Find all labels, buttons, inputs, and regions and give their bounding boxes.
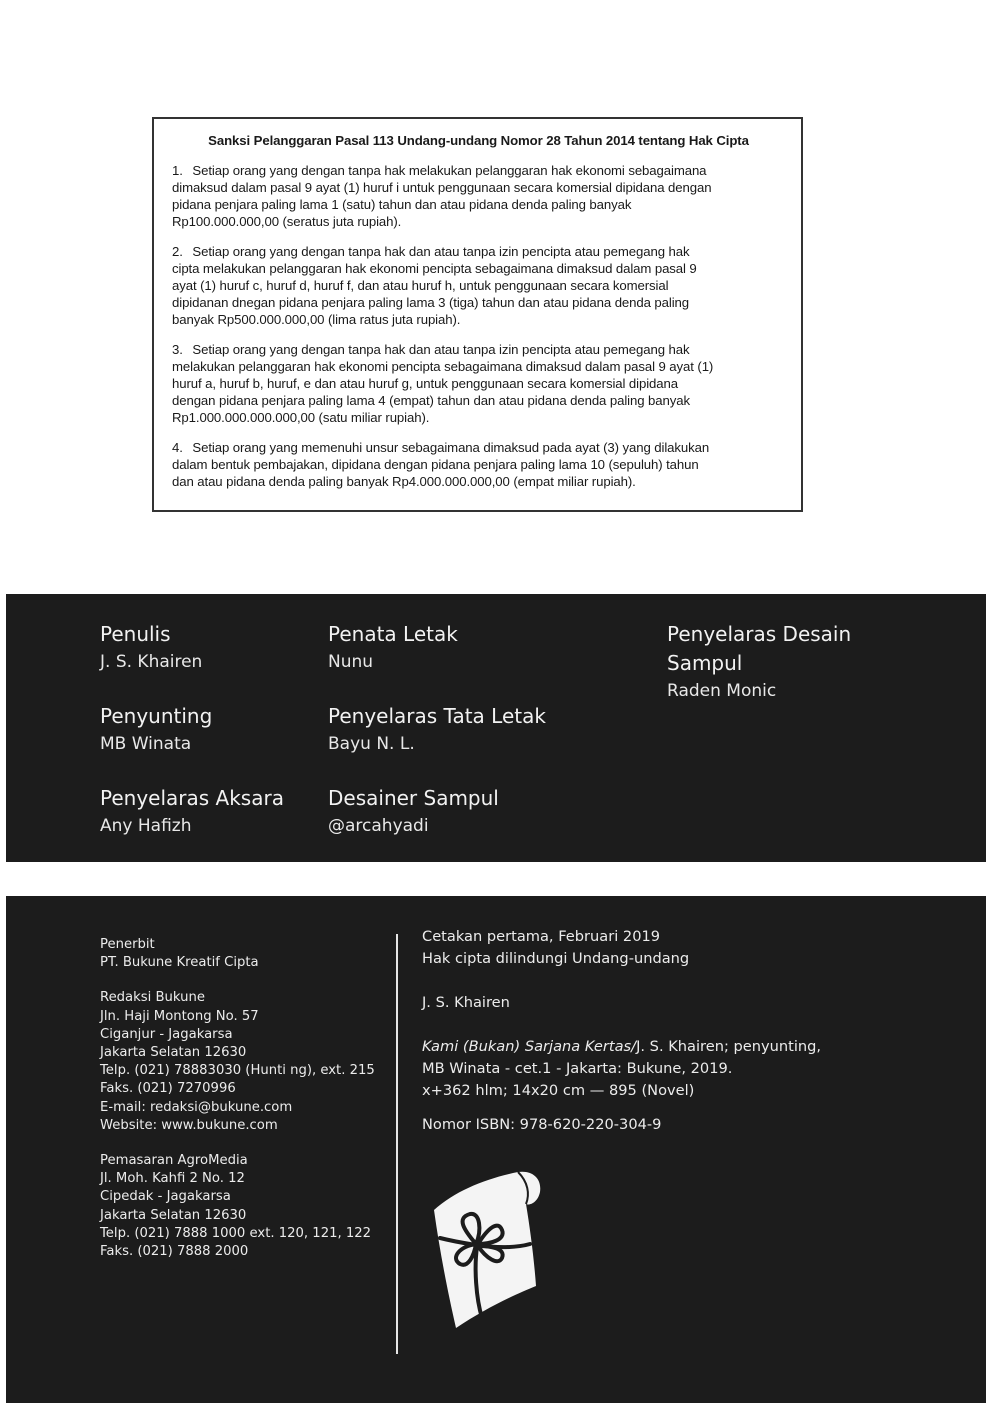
vertical-divider [396,934,398,1354]
legal-item-1 [172,162,785,230]
credit-name: MB Winata [100,734,192,754]
legal-line: pidana penjara paling lama 1 (satu) tahun dan atau pidana denda paling banyak [172,197,632,212]
legal-line: dengan pidana penjara paling lama 4 (empat) tahun dan atau pidana denda paling banyak [172,393,690,408]
group-line: Faks. (021) 7270996 [100,1081,236,1097]
group-line: Faks. (021) 7888 2000 [100,1244,249,1260]
credit-role: Penyunting [100,704,213,728]
group-line: E-mail: redaksi@bukune.com [100,1099,293,1115]
legal-item-2 [172,243,785,328]
group-line: Telp. (021) 78883030 (Hunti ng), ext. 215 [100,1063,375,1079]
legal-line: Setiap orang yang dengan tanpa hak dan atau tanpa izin pencipta atau pemegang hak [192,342,690,357]
legal-line: Rp1.000.000.000.000,00 (satu miliar rupiah). [172,410,430,425]
legal-item-number: 3. [172,342,183,357]
redaksi-group [100,989,375,1135]
group-line: Website: www.bukune.com [100,1117,278,1133]
legal-line: cipta melakukan pelanggaran hak ekonomi pencipta sebagaimana dimaksud dalam pasal 9 [172,261,697,276]
isbn-text: Nomor ISBN: 978-620-220-304-9 [422,1116,662,1133]
author-text: J. S. Khairen [422,994,510,1011]
catalog-line-3: x+362 hlm; 14x20 cm — 895 (Novel) [422,1082,695,1099]
group-heading: Penerbit [100,937,155,952]
credits-panel [6,594,986,862]
group-line: Jakarta Selatan 12630 [100,1045,247,1061]
legal-item-number: 4. [172,440,183,455]
group-line: Telp. (021) 7888 1000 ext. 120, 121, 122 [100,1225,372,1241]
publisher-panel [6,896,986,1403]
legal-line: banyak Rp500.000.000,00 (lima ratus juta rupiah). [172,312,461,327]
legal-line: Setiap orang yang dengan tanpa hak melakukan pelanggaran hak ekonomi sebagaimana [192,163,707,178]
legal-line: Setiap orang yang dengan tanpa hak dan atau tanpa izin pencipta atau pemegang hak [192,244,690,259]
credit-name: J. S. Khairen [100,652,203,672]
copyright-text: Hak cipta dilindungi Undang-undang [422,950,690,967]
group-heading: Redaksi Bukune [100,990,205,1006]
legal-line: Setiap orang yang memenuhi unsur sebagaimana dimaksud pada ayat (3) yang dilakukan [192,440,710,455]
legal-line: Rp100.000.000,00 (seratus juta rupiah). [172,214,402,229]
legal-item-number: 2. [172,244,183,259]
credit-penyunting [100,702,212,758]
credit-name: Bayu N. L. [328,734,415,754]
credit-role: Desainer Sampul [328,786,499,810]
catalog-rest: J. S. Khairen; penyunting, [636,1038,822,1055]
credit-penulis [100,620,202,676]
catalog-line-1 [422,1036,872,1058]
legal-line: dipidanan dnegan pidana penjara paling lama 3 (tiga) tahun dan atau pidana denda paling [172,295,690,310]
credit-penyelaras-tata-letak [328,702,546,758]
credit-role: Penata Letak [328,622,458,646]
imprint-info [422,926,872,1136]
legal-notice-box [152,117,803,512]
bukune-logo-icon [426,1168,548,1333]
legal-item-number: 1. [172,163,183,178]
penerbit-group [100,936,375,972]
legal-item-4 [172,439,785,490]
group-line: Jl. Moh. Kahfi 2 No. 12 [100,1171,245,1187]
credit-penyelaras-desain-sampul [667,620,851,705]
legal-line: melakukan pelanggaran hak ekonomi pencipta sebagaimana dimaksud dalam pasal 9 ayat (1) [172,359,714,374]
legal-line: dan atau pidana denda paling banyak Rp4.000.000.000,00 (empat miliar rupiah). [172,474,636,489]
legal-line: dimaksud dalam pasal 9 ayat (1) huruf i untuk penggunaan secara komersial dipidana dengan [172,180,712,195]
legal-line: ayat (1) huruf c, huruf d, huruf f, dan atau huruf h, untuk penggunaan secara komersial [172,278,669,293]
group-line: PT. Bukune Kreatif Cipta [100,955,259,971]
legal-item-3 [172,341,785,426]
legal-line: huruf a, huruf b, huruf, e dan atau huruf g, untuk penggunaan secara komersial dipidana [172,376,678,391]
catalog-line-2: MB Winata - cet.1 - Jakarta: Bukune, 2019. [422,1060,733,1077]
group-line: Jakarta Selatan 12630 [100,1207,247,1223]
credit-name: Nunu [328,652,374,672]
credit-name: Raden Monic [667,681,777,701]
credit-name: Any Hafizh [100,816,192,836]
group-line: Ciganjur - Jagakarsa [100,1026,233,1042]
group-line: Jln. Haji Montong No. 57 [100,1008,259,1024]
legal-title: Sanksi Pelanggaran Pasal 113 Undang-undang Nomor 28 Tahun 2014 tentang Hak Cipta [208,133,749,148]
pemasaran-group [100,1152,375,1261]
credit-name: @arcahyadi [328,816,429,836]
credit-desainer-sampul [328,784,499,840]
credit-penata-letak [328,620,458,676]
credit-role: Penulis [100,622,171,646]
publisher-info [100,936,375,1278]
credit-penyelaras-aksara [100,784,284,840]
legal-line: dalam bentuk pembajakan, dipidana dengan pidana penjara paling lama 10 (sepuluh) tahun [172,457,699,472]
credit-role: Penyelaras Aksara [100,786,284,810]
credit-role: Penyelaras Desain [667,622,852,646]
group-heading: Pemasaran AgroMedia [100,1153,248,1169]
group-line: Cipedak - Jagakarsa [100,1189,231,1205]
credit-role: Sampul [667,651,743,675]
credit-role: Penyelaras Tata Letak [328,704,546,728]
book-title: Kami (Bukan) Sarjana Kertas/ [422,1038,637,1055]
edition-text: Cetakan pertama, Februari 2019 [422,928,661,945]
